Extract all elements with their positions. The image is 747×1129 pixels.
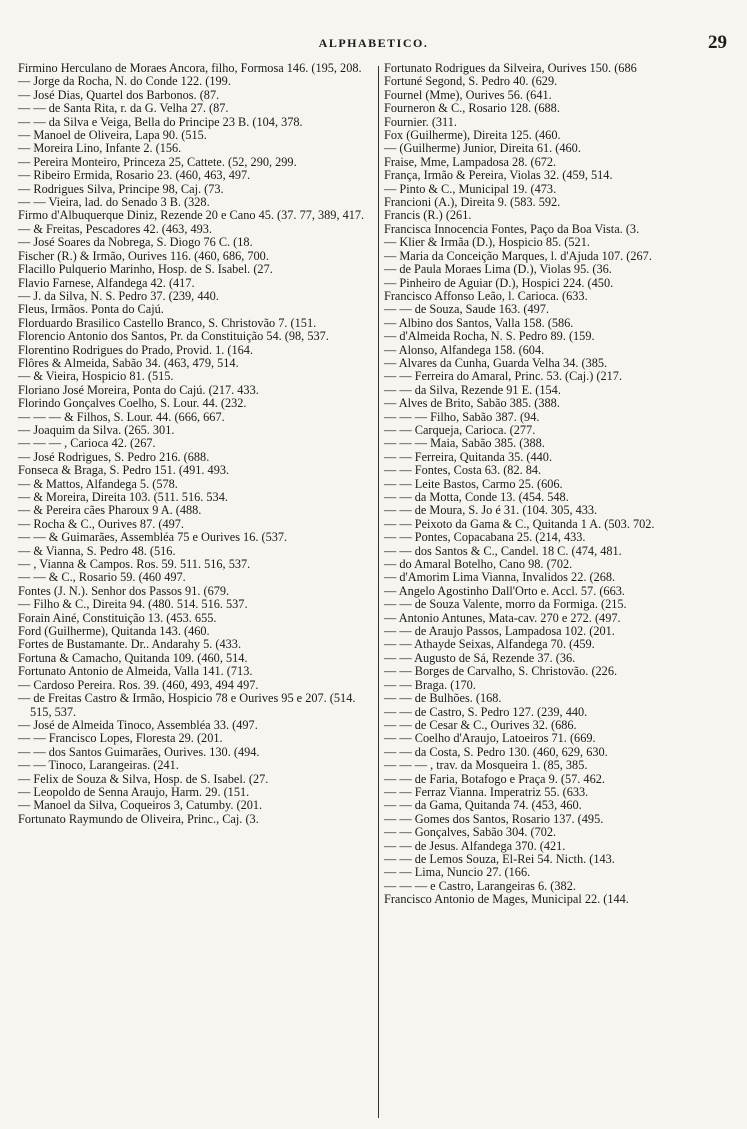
directory-entry: — do Amaral Botelho, Cano 98. (702. [384, 557, 573, 572]
running-title: ALPHABETICO. [318, 36, 429, 50]
directory-entry: — — da Motta, Conde 13. (454. 548. [384, 490, 569, 504]
directory-entry: — Klier & Irmãa (D.), Hospicio 85. (521. [384, 235, 590, 250]
directory-entry: — — Leite Bastos, Carmo 25. (606. [384, 476, 563, 491]
directory-entry: — — da Silva, Rezende 91 E. (154. [384, 382, 561, 397]
directory-entry: — Joaquim da Silva. (265. 301. [18, 422, 175, 437]
directory-entry: Fleus, Irmãos. Ponta do Cajú. [18, 302, 164, 317]
directory-entry: Firmo d'Albuquerque Diniz, Rezende 20 e Cano 45. (37. 77, 389, 417. [18, 208, 365, 223]
directory-entry: Flacillo Pulquerio Marinho, Hosp. de S. Isabel. (27. [18, 262, 273, 277]
directory-entry: — — de Castro, S. Pedro 127. (239, 440. [384, 704, 588, 719]
directory-entry: Fortunato Rodrigues da Silveira, Ourives 150. (686 [384, 62, 637, 75]
directory-entry: — — de Lemos Souza, El-Rei 54. Nicth. (143. [384, 851, 615, 866]
directory-entry: — — de Souza Valente, morro da Formiga. (215. [384, 597, 627, 612]
directory-entry: Floriano José Moreira, Ponta do Cajú. (217. 433. [18, 382, 259, 397]
directory-entry: — José Rodrigues, S. Pedro 216. (688. [18, 449, 210, 464]
directory-entry: — — de Araujo Passos, Lampadosa 102. (201. [384, 624, 615, 639]
directory-entry: — — Athayde Seixas, Alfandega 70. (459. [384, 637, 595, 652]
directory-entry: — José Dias, Quartel dos Barbonos. (87. [18, 87, 220, 102]
directory-entry: — — Vieira, lad. do Senado 3 B. (328. [18, 195, 210, 210]
directory-entry: Fortes de Bustamante. Dr.. Andarahy 5. (433. [18, 637, 242, 652]
directory-entry: — — — Maia, Sabão 385. (388. [384, 436, 545, 451]
directory-entry: — — de Cesar & C., Ourives 32. (686. [384, 717, 577, 732]
directory-entry: — — Ferreira, Quitanda 35. (440. [384, 449, 553, 464]
directory-entry: — — Augusto de Sá, Rezende 37. (36. [384, 650, 576, 665]
directory-entry: Forain Ainé, Constituição 13. (453. 655. [18, 610, 217, 625]
directory-entry: Florentino Rodrigues do Prado, Provid. 1. (164. [18, 342, 253, 357]
directory-entry: — — de Bulhões. (168. [384, 691, 502, 706]
directory-entry: Fischer (R.) & Irmão, Ourives 116. (460, 686, 700. [18, 248, 269, 263]
directory-entry: Flavio Farnese, Alfandega 42. (417. [18, 275, 195, 290]
directory-entry: — Alonso, Alfandega 158. (604. [384, 342, 545, 357]
directory-entry: — — de Santa Rita, r. da G. Velha 27. (87. [18, 101, 229, 116]
directory-entry: — — de Moura, S. Jo é 31. (104. 305, 433. [384, 503, 598, 518]
directory-entry: — Albino dos Santos, Valla 158. (586. [384, 315, 574, 330]
directory-entry: Flôres & Almeida, Sabão 34. (463, 479, 514. [18, 355, 239, 370]
directory-entry: — — Lima, Nuncio 27. (166. [384, 865, 531, 880]
directory-entry: — Jorge da Rocha, N. do Conde 122. (199. [18, 74, 231, 89]
directory-entry: — Cardoso Pereira. Ros. 39. (460, 493, 494 497. [18, 677, 259, 692]
directory-entry: Fourneron & C., Rosario 128. (688. [384, 101, 560, 116]
directory-entry: — — — e Castro, Larangeiras 6. (382. [384, 878, 576, 893]
directory-entry: Francisco Antonio de Mages, Municipal 22. (144. [384, 892, 629, 907]
page-header [0, 32, 747, 62]
directory-entry: — d'Amorim Lima Vianna, Invalidos 22. (268. [384, 570, 616, 585]
directory-entry: Francis (R.) (261. [384, 208, 472, 223]
directory-columns [18, 62, 739, 1122]
directory-entry: — — da Silva e Veiga, Bella do Principe 23 B. (104, 378. [18, 114, 303, 129]
directory-entry: — & Freitas, Pescadores 42. (463, 493. [18, 221, 212, 236]
directory-entry: Florindo Gonçalves Coelho, S. Lour. 44. (232. [18, 396, 247, 411]
directory-entry: — — Peixoto da Gama & C., Quitanda 1 A. (503. 702. [384, 516, 655, 531]
directory-entry: — José de Almeida Tinoco, Assembléa 33. (497. [18, 717, 258, 732]
directory-entry: França, Irmão & Pereira, Violas 32. (459, 514. [384, 168, 613, 183]
directory-entry: Ford (Guilherme), Quitanda 143. (460. [18, 624, 210, 639]
directory-entry: Florduardo Brasilico Castello Branco, S. Christovão 7. (151. [18, 315, 317, 330]
directory-entry: — de Paula Moraes Lima (D.), Violas 95. (36. [384, 262, 612, 277]
directory-entry: — — Borges de Carvalho, S. Christovão. (226. [384, 664, 618, 679]
directory-entry: — & Vianna, S. Pedro 48. (516. [18, 543, 176, 558]
directory-entry: Firmino Herculano de Moraes Ancora, filho, Formosa 146. (195, 208. [18, 62, 362, 75]
directory-entry: — Rocha & C., Ourives 87. (497. [18, 516, 184, 531]
directory-entry: — — Ferraz Vianna. Imperatriz 55. (633. [384, 784, 589, 799]
directory-entry: — & Pereira cães Pharoux 9 A. (488. [18, 503, 202, 518]
directory-entry: — Filho & C., Direita 94. (480. 514. 516. 537. [18, 597, 248, 612]
directory-entry: Francioni (A.), Direita 9. (583. 592. [384, 195, 561, 210]
directory-entry: — — de Souza, Saude 163. (497. [384, 302, 549, 317]
directory-entry: — & Moreira, Direita 103. (511. 516. 534. [18, 490, 228, 504]
directory-entry: — Felix de Souza & Silva, Hosp. de S. Isabel. (27. [18, 771, 269, 786]
directory-entry: — — Gonçalves, Sabão 304. (702. [384, 825, 557, 840]
directory-entry: Francisco Affonso Leão, l. Carioca. (633. [384, 288, 588, 303]
directory-entry: — Pinto & C., Municipal 19. (473. [384, 181, 557, 196]
directory-entry: Fortuna & Camacho, Quitanda 109. (460, 514. [18, 650, 248, 665]
page-number: 29 [708, 32, 727, 53]
directory-entry: — Moreira Lino, Infante 2. (156. [18, 141, 182, 156]
directory-entry: — — Gomes dos Santos, Rosario 137. (495. [384, 811, 604, 826]
directory-entry: — — Carqueja, Carioca. (277. [384, 422, 536, 437]
directory-entry: — — & Guimarães, Assembléa 75 e Ourives 16. (537. [18, 530, 288, 545]
directory-entry: Fournel (Mme), Ourives 56. (641. [384, 87, 552, 102]
directory-entry: — & Vieira, Hospicio 81. (515. [18, 369, 174, 384]
directory-entry: — — Francisco Lopes, Floresta 29. (201. [18, 731, 223, 746]
directory-entry: — — — & Filhos, S. Lour. 44. (666, 667. [18, 409, 225, 424]
directory-entry: — Antonio Antunes, Mata-cav. 270 e 272. (497. [384, 610, 621, 625]
directory-entry: — de Freitas Castro & Irmão, Hospicio 78 e Ourives 95 e 207. (514. 515, 537. [18, 691, 356, 719]
right-column [379, 62, 739, 1122]
directory-entry: Fournier. (311. [384, 114, 457, 129]
directory-entry: — Alvares da Cunha, Guarda Velha 34. (385. [384, 355, 608, 370]
directory-entry: — — Tinoco, Larangeiras. (241. [18, 758, 179, 773]
directory-entry: Fox (Guilherme), Direita 125. (460. [384, 128, 561, 143]
directory-entry: — Alves de Brito, Sabão 385. (388. [384, 396, 560, 411]
directory-entry: — — dos Santos Guimarães, Ourives. 130. (494. [18, 744, 260, 759]
directory-entry: Fortunato Raymundo de Oliveira, Princ., Caj. (3. [18, 811, 259, 826]
directory-entry: — — — , Carioca 42. (267. [18, 436, 156, 451]
directory-entry: — José Soares da Nobrega, S. Diogo 76 C. (18. [18, 235, 253, 250]
directory-entry: — — Ferreira do Amaral, Princ. 53. (Caj.) (217. [384, 369, 623, 384]
directory-entry: — Manoel de Oliveira, Lapa 90. (515. [18, 128, 207, 143]
directory-entry: — & Mattos, Alfandega 5. (578. [18, 476, 178, 491]
directory-entry: Fonseca & Braga, S. Pedro 151. (491. 493. [18, 463, 230, 478]
directory-entry: — — dos Santos & C., Candel. 18 C. (474, 481. [384, 543, 622, 558]
directory-entry: Fraise, Mme, Lampadosa 28. (672. [384, 154, 557, 169]
directory-entry: — Ribeiro Ermida, Rosario 23. (460, 463, 497. [18, 168, 251, 183]
directory-entry: — Angelo Agostinho Dall'Orto e. Accl. 57. (663. [384, 583, 625, 598]
directory-entry: — — de Jesus. Alfandega 370. (421. [384, 838, 566, 853]
directory-entry: Florencio Antonio dos Santos, Pr. da Constituição 54. (98, 537. [18, 329, 329, 344]
directory-entry: — Leopoldo de Senna Araujo, Harm. 29. (151. [18, 784, 250, 799]
directory-entry: Fortuné Segond, S. Pedro 40. (629. [384, 74, 558, 89]
directory-entry: Fortunato Antonio de Almeida, Valla 141. (713. [18, 664, 253, 679]
directory-entry: — — Coelho d'Araujo, Latoeiros 71. (669. [384, 731, 596, 746]
directory-entry: — d'Almeida Rocha, N. S. Pedro 89. (159. [384, 329, 595, 344]
directory-entry: — — da Gama, Quitanda 74. (453, 460. [384, 798, 582, 813]
directory-entry: — — — Filho, Sabão 387. (94. [384, 409, 540, 424]
directory-entry: — — & C., Rosario 59. (460 497. [18, 570, 186, 585]
directory-entry: — — de Faria, Botafogo e Praça 9. (57. 462. [384, 771, 605, 786]
directory-entry: — Manoel da Silva, Coqueiros 3, Catumby. (201. [18, 798, 263, 813]
directory-entry: — — Braga. (170. [384, 677, 476, 692]
directory-entry: — Rodrigues Silva, Principe 98, Caj. (73. [18, 181, 224, 196]
directory-entry: — Maria da Conceição Marques, l. d'Ajuda 107. (267. [384, 248, 652, 263]
directory-entry: — — Fontes, Costa 63. (82. 84. [384, 463, 542, 478]
directory-entry: — (Guilherme) Junior, Direita 61. (460. [384, 141, 581, 156]
directory-entry: — Pinheiro de Aguiar (D.), Hospici 224. (450. [384, 275, 614, 290]
directory-entry: Fontes (J. N.). Senhor dos Passos 91. (679. [18, 583, 230, 598]
directory-entry: — J. da Silva, N. S. Pedro 37. (239, 440. [18, 288, 219, 303]
left-column [18, 62, 378, 1122]
directory-entry: — , Vianna & Campos. Ros. 59. 511. 516, 537. [18, 557, 251, 572]
directory-entry: — — — , trav. da Mosqueira 1. (85, 385. [384, 758, 588, 773]
directory-entry: — — da Costa, S. Pedro 130. (460, 629, 630. [384, 744, 608, 759]
directory-entry: — — Pontes, Copacabana 25. (214, 433. [384, 530, 586, 545]
directory-entry: Francisca Innocencia Fontes, Paço da Boa Vista. (3. [384, 221, 640, 236]
directory-entry: — Pereira Monteiro, Princeza 25, Cattete. (52, 290, 299. [18, 154, 297, 169]
